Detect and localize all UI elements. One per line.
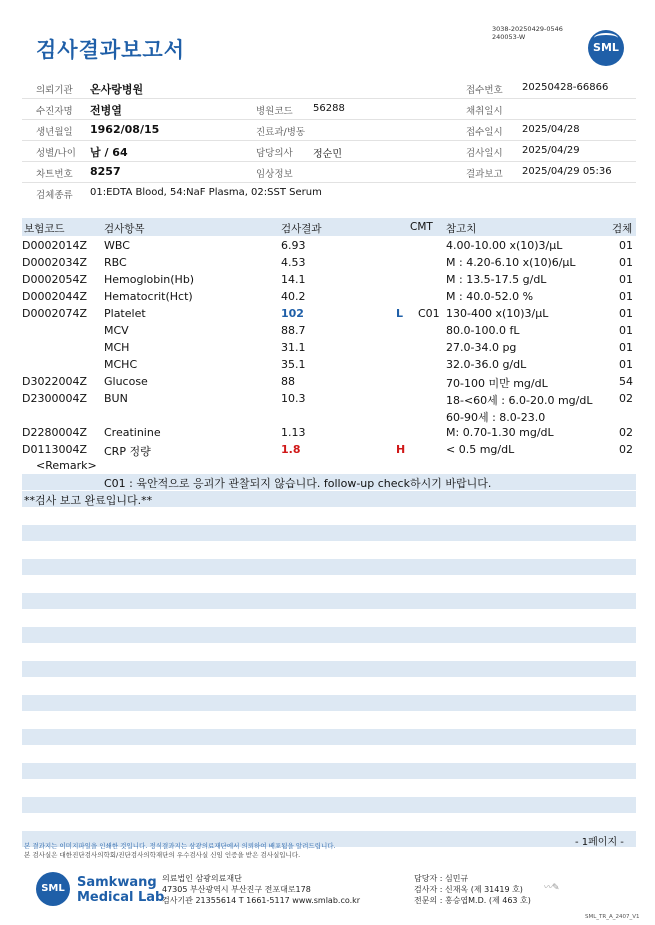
- row-item: Glucose: [104, 375, 148, 388]
- staff-line2: 검사자 : 신재옥 (제 31419 호): [414, 885, 523, 894]
- report-date-value: 2025/04/29 05:36: [522, 166, 612, 177]
- row-cmt: C01: [418, 307, 440, 320]
- table-row: [22, 441, 636, 458]
- row-spec: 02: [619, 392, 633, 405]
- row-item: MCH: [104, 341, 130, 354]
- row-spec: 01: [619, 290, 633, 303]
- sml-logo-icon: [588, 30, 624, 66]
- info-row-dob: [22, 120, 636, 141]
- info-row-patient: [22, 99, 636, 120]
- row-result: 1.13: [281, 426, 306, 439]
- band: [22, 525, 636, 541]
- dept-label: 진료과/병동: [256, 127, 306, 138]
- band: [22, 695, 636, 711]
- row-spec: 01: [619, 324, 633, 337]
- chart-value: 8257: [90, 165, 121, 178]
- band: [22, 763, 636, 779]
- header-spec: 검체: [612, 223, 633, 235]
- header-cmt: CMT: [410, 221, 433, 233]
- row-spec: 01: [619, 358, 633, 371]
- report-complete-text: **검사 보고 완료입니다.**: [24, 494, 153, 507]
- report-title: 검사결과보고서: [36, 38, 186, 62]
- row-item: BUN: [104, 392, 128, 405]
- info-row-sex-age: [22, 141, 636, 162]
- remark-text: C01 : 육안적으로 응괴가 관찰되지 않습니다. follow-up check하시기 바랍니다.: [104, 477, 492, 490]
- test-date-label: 검사일시: [466, 148, 503, 159]
- table-row: [22, 322, 636, 339]
- row-ref: 60-90세 : 8.0-23.0: [446, 411, 546, 424]
- table-row: [22, 407, 636, 424]
- table-row: [22, 390, 636, 407]
- address-line1: 의료법인 삼광의료재단: [162, 874, 242, 883]
- row-spec: 02: [619, 426, 633, 439]
- row-ref: 130-400 x(10)3/μL: [446, 307, 549, 320]
- sex-age-label: 성별/나이: [36, 148, 76, 159]
- test-date-value: 2025/04/29: [522, 145, 580, 156]
- row-item: WBC: [104, 239, 130, 252]
- company-name-line1: Samkwang: [77, 875, 157, 890]
- row-ref: M: 0.70-1.30 mg/dL: [446, 426, 554, 439]
- footer-address: [162, 873, 360, 906]
- table-row: [22, 237, 636, 254]
- row-result: 102: [281, 307, 304, 320]
- row-result: 1.8: [281, 443, 301, 456]
- hosp-code-value: 56288: [313, 103, 345, 114]
- row-ref: M : 13.5-17.5 g/dL: [446, 273, 547, 286]
- report-id-line1: 3038-20250429-0546: [492, 25, 563, 33]
- report-id-line2: 240053-W: [492, 33, 526, 41]
- row-result: 88.7: [281, 324, 306, 337]
- row-code: D0002074Z: [22, 307, 87, 320]
- patient-label: 수진자명: [36, 106, 73, 117]
- band: [22, 661, 636, 677]
- table-row: [22, 254, 636, 271]
- address-line2: 47305 부산광역시 부산진구 전포대로178: [162, 885, 311, 894]
- results-table-header: [22, 218, 636, 236]
- row-result: 31.1: [281, 341, 306, 354]
- row-item: Hematocrit(Hct): [104, 290, 193, 303]
- specimen-label: 검체종류: [36, 190, 73, 201]
- row-result: 4.53: [281, 256, 306, 269]
- table-row: [22, 288, 636, 305]
- hosp-code-label: 병원코드: [256, 106, 293, 117]
- band: [22, 797, 636, 813]
- row-flag-low: L: [396, 307, 404, 320]
- row-code: D2300004Z: [22, 392, 87, 405]
- row-item: Creatinine: [104, 426, 161, 439]
- row-code: D0002044Z: [22, 290, 87, 303]
- row-code: D0002054Z: [22, 273, 87, 286]
- footnote-line2: 본 검사실은 대한진단검사의학회/진단검사의학재단의 우수검사실 신임 인증을 받은 검사실입니다.: [24, 851, 301, 859]
- row-spec: 02: [619, 443, 633, 456]
- row-spec: 54: [619, 375, 633, 388]
- footnote-line1: 본 결과지는 이미지파일을 인쇄한 것입니다. 정식결과지는 삼광의료재단에서 의뢰하여 배포됨을 알려드립니다.: [24, 842, 336, 850]
- header-code: 보험코드: [24, 223, 65, 235]
- receipt-no-value: 20250428-66866: [522, 82, 609, 93]
- receipt-date-label: 접수일시: [466, 127, 503, 138]
- band: [22, 729, 636, 745]
- band: [22, 627, 636, 643]
- header-ref: 참고치: [446, 223, 477, 235]
- report-id-code: [492, 25, 563, 41]
- doctor-value: 정순민: [313, 149, 342, 160]
- band: [22, 559, 636, 575]
- page-number: - 1페이지 -: [575, 837, 624, 848]
- signature-icon: 〰✎: [543, 883, 560, 893]
- footnote: [24, 842, 336, 860]
- form-code: SML_TR_A_2407_V1: [585, 914, 640, 920]
- table-row: [22, 305, 636, 322]
- row-item: Hemoglobin(Hb): [104, 273, 195, 286]
- row-flag-high: H: [396, 443, 406, 456]
- specimen-value: 01:EDTA Blood, 54:NaF Plasma, 02:SST Serum: [90, 187, 322, 198]
- staff-line1: 담당자 : 심민규: [414, 874, 469, 883]
- row-item: MCHC: [104, 358, 138, 371]
- header-result: 검사결과: [281, 223, 322, 235]
- footer-sml-logo-icon: SML: [36, 872, 70, 906]
- clinical-label: 임상정보: [256, 169, 293, 180]
- company-name-line2: Medical Lab: [77, 890, 165, 905]
- row-ref: 70-100 미만 mg/dL: [446, 377, 548, 390]
- doctor-label: 담당의사: [256, 148, 293, 159]
- row-spec: 01: [619, 341, 633, 354]
- row-result: 40.2: [281, 290, 306, 303]
- row-spec: 01: [619, 256, 633, 269]
- row-ref: 18-<60세 : 6.0-20.0 mg/dL: [446, 394, 593, 407]
- row-ref: 80.0-100.0 fL: [446, 324, 520, 337]
- row-code: D0113004Z: [22, 443, 87, 456]
- sex-age-value: 남 / 64: [90, 146, 128, 159]
- row-result: 10.3: [281, 392, 306, 405]
- row-ref: 32.0-36.0 g/dL: [446, 358, 527, 371]
- report-date-label: 결과보고: [466, 169, 503, 180]
- row-spec: 01: [619, 273, 633, 286]
- address-line3: 검사기관 21355614 T 1661-5117 www.smlab.co.kr: [162, 896, 361, 905]
- hospital-label: 의뢰기관: [36, 85, 73, 96]
- row-code: D0002014Z: [22, 239, 87, 252]
- row-item: MCV: [104, 324, 129, 337]
- band: [22, 593, 636, 609]
- row-item: RBC: [104, 256, 127, 269]
- hospital-value: 온사랑병원: [90, 83, 144, 96]
- table-row: [22, 339, 636, 356]
- table-row: [22, 356, 636, 373]
- row-result: 6.93: [281, 239, 306, 252]
- footer-staff: [414, 873, 531, 906]
- row-result: 88: [281, 375, 295, 388]
- chart-label: 차트번호: [36, 169, 73, 180]
- row-result: 14.1: [281, 273, 306, 286]
- row-code: D2280004Z: [22, 426, 87, 439]
- row-item: Platelet: [104, 307, 146, 320]
- table-row: [22, 424, 636, 441]
- table-row: [22, 373, 636, 390]
- row-spec: 01: [619, 307, 633, 320]
- row-item: CRP 정량: [104, 445, 151, 458]
- info-row-chart: [22, 162, 636, 183]
- row-code: D0002034Z: [22, 256, 87, 269]
- dob-label: 생년월일: [36, 127, 73, 138]
- info-row-hospital: [22, 78, 636, 99]
- dob-value: 1962/08/15: [90, 123, 160, 136]
- staff-line3: 전문의 : 홍승엽M.D. (제 463 호): [414, 896, 531, 905]
- receipt-date-value: 2025/04/28: [522, 124, 580, 135]
- row-spec: 01: [619, 239, 633, 252]
- remark-label: <Remark>: [36, 459, 97, 472]
- row-code: D3022004Z: [22, 375, 87, 388]
- row-ref: < 0.5 mg/dL: [446, 443, 515, 456]
- receipt-no-label: 접수번호: [466, 85, 503, 96]
- row-ref: 4.00-10.00 x(10)3/μL: [446, 239, 563, 252]
- row-ref: M : 4.20-6.10 x(10)6/μL: [446, 256, 576, 269]
- row-ref: 27.0-34.0 pg: [446, 341, 517, 354]
- info-row-specimen: [22, 183, 636, 203]
- sml-logo-text: SML: [593, 41, 619, 54]
- collect-date-label: 채취일시: [466, 106, 503, 117]
- patient-value: 전병열: [90, 104, 122, 117]
- footer-company-name: [77, 875, 164, 905]
- table-row: [22, 271, 636, 288]
- row-ref: M : 40.0-52.0 %: [446, 290, 534, 303]
- row-result: 35.1: [281, 358, 306, 371]
- header-item: 검사항목: [104, 223, 145, 235]
